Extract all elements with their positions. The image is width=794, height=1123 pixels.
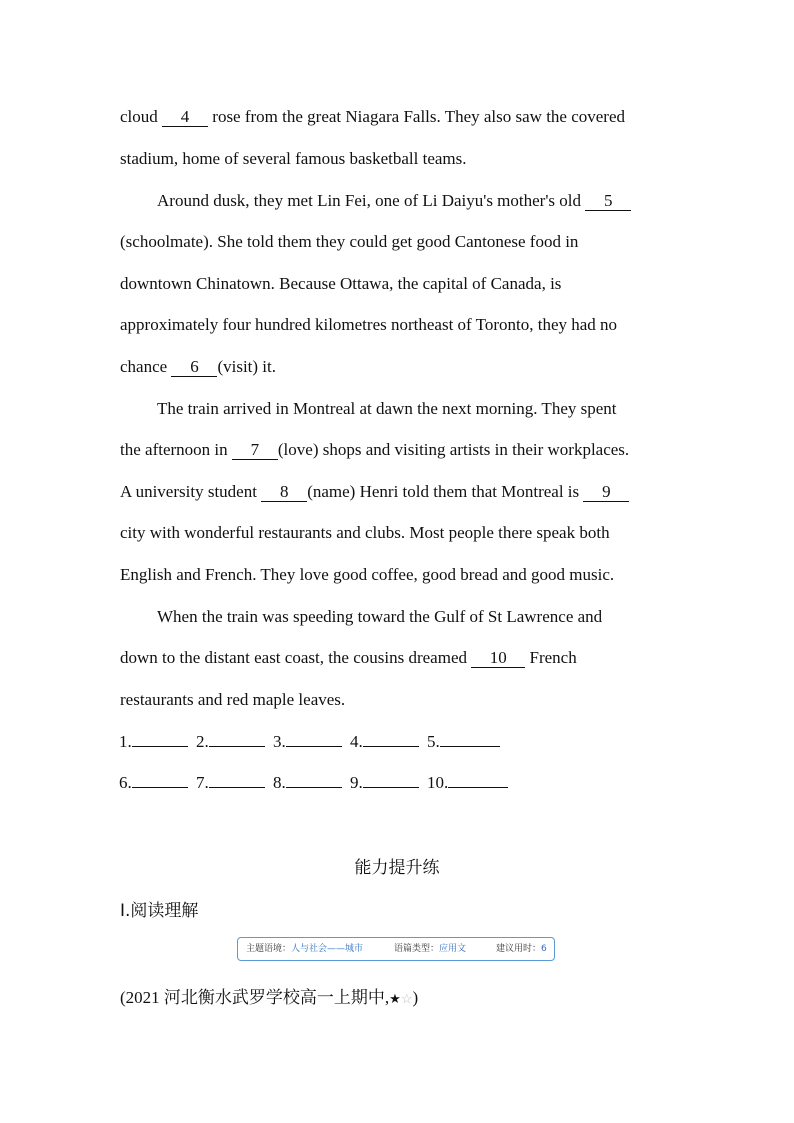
answer-item[interactable]: 2. xyxy=(196,731,265,753)
answer-item[interactable]: 5. xyxy=(427,731,500,753)
section-subhead: Ⅰ.阅读理解 xyxy=(120,901,199,921)
blank-6: 6 xyxy=(171,358,217,377)
passage-line: cloud 4 rose from the great Niagara Falls. They also saw the covered xyxy=(120,107,626,126)
passage-line: English and French. They love good coffee, good bread and good music. xyxy=(120,565,615,584)
passage-line: Around dusk, they met Lin Fei, one of Li Daiyu's mother's old 5 xyxy=(120,190,682,212)
blank-9: 9 xyxy=(583,483,629,502)
section-title: 能力提升练 xyxy=(354,858,440,878)
answer-item[interactable]: 3. xyxy=(273,731,342,753)
passage-line: A university student 8 (name) Henri told them that Montreal is 9 xyxy=(120,481,682,503)
info-bar xyxy=(237,937,555,961)
answer-item[interactable]: 6. xyxy=(119,772,188,794)
passage-line: restaurants and red maple leaves. xyxy=(120,690,346,709)
passage-line: The train arrived in Montreal at dawn the next morning. They spent xyxy=(157,399,617,418)
answer-row-2 xyxy=(119,772,512,794)
passage-line: downtown Chinatown. Because Ottawa, the capital of Canada, is xyxy=(120,274,562,293)
passage-line: stadium, home of several famous basketball teams. xyxy=(120,149,467,168)
type-field: 语篇类型：应用文 xyxy=(394,944,467,954)
passage-line: city with wonderful restaurants and clubs. Most people there speak both xyxy=(120,523,610,542)
answer-row-1 xyxy=(119,731,504,753)
blank-7: 7 xyxy=(232,441,278,460)
passage-line: (schoolmate). She told them they could get good Cantonese food in xyxy=(120,232,579,251)
answer-item[interactable]: 4. xyxy=(350,731,419,753)
answer-item[interactable]: 10. xyxy=(427,772,508,794)
answer-item[interactable]: 9. xyxy=(350,772,419,794)
source-line: (2021 河北衡水武罗学校高一上期中,★☆) xyxy=(120,988,419,1007)
answer-item[interactable]: 1. xyxy=(119,731,188,753)
passage-line: When the train was speeding toward the Gulf of St Lawrence and xyxy=(157,607,603,626)
blank-10: 10 xyxy=(471,649,525,668)
passage-line: approximately four hundred kilometres northeast of Toronto, they had no xyxy=(120,315,618,334)
blank-4: 4 xyxy=(162,108,208,127)
passage-line: chance 6 (visit) it. xyxy=(120,357,276,376)
theme-field: 主题语境：人与社会——城市 xyxy=(246,944,364,954)
blank-5: 5 xyxy=(585,192,631,211)
answer-item[interactable]: 7. xyxy=(196,772,265,794)
answer-item[interactable]: 8. xyxy=(273,772,342,794)
difficulty-star-icon: ★☆ xyxy=(389,991,413,1006)
time-field: 建议用时：6 xyxy=(496,944,547,954)
blank-8: 8 xyxy=(261,483,307,502)
passage-line: the afternoon in 7 (love) shops and visiting artists in their workplaces. xyxy=(120,440,630,459)
passage-line: down to the distant east coast, the cousins dreamed 10 French xyxy=(120,648,577,667)
